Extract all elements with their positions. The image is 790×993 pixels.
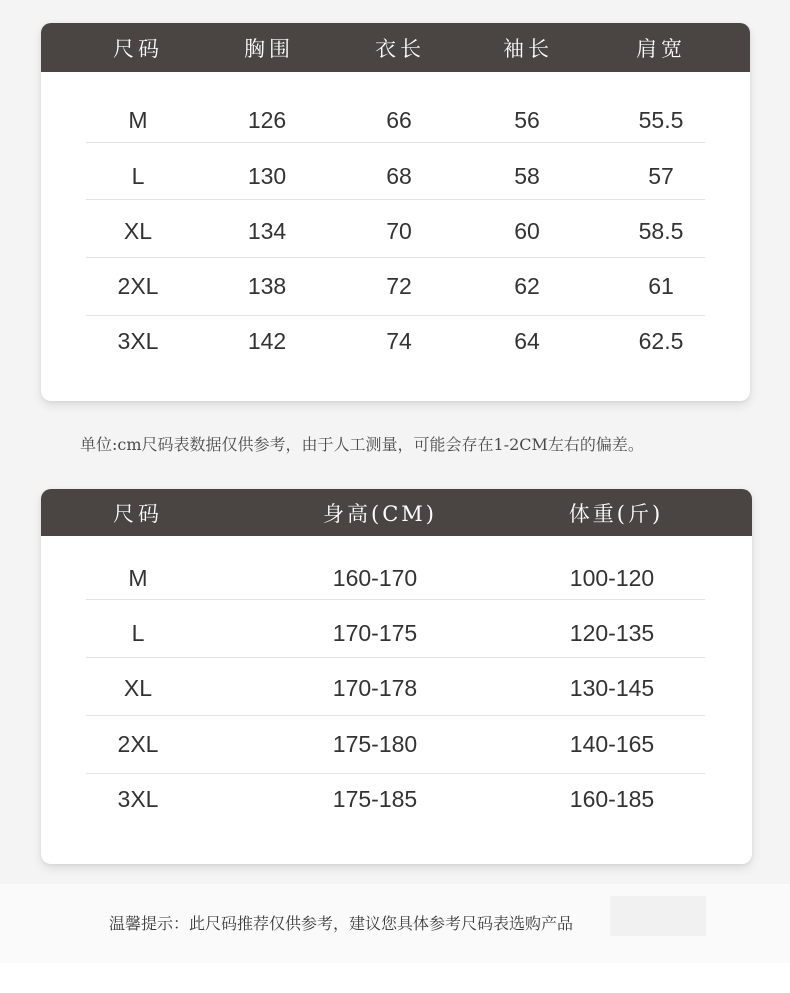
cell-height: 160-170 xyxy=(332,564,418,591)
tip-placeholder-box xyxy=(610,896,706,936)
row-divider xyxy=(86,657,705,658)
header-height: 身高(CM) xyxy=(323,501,437,526)
size-recommendation-header xyxy=(41,489,752,536)
header-shoulder: 肩宽 xyxy=(636,36,686,61)
measurement-note: 单位:cm尺码表数据仅供参考，由于人工测量，可能会存在1-2CM左右的偏差。 xyxy=(80,435,644,454)
header-length: 衣长 xyxy=(375,36,425,61)
cell-shoulder: 62.5 xyxy=(638,327,684,354)
cell-shoulder: 58.5 xyxy=(638,217,684,244)
cell-length: 66 xyxy=(386,106,412,133)
header-weight: 体重(斤) xyxy=(568,501,664,526)
table-row xyxy=(41,313,750,369)
purchase-tip: 温馨提示：此尺码推荐仅供参考，建议您具体参考尺码表选购产品 xyxy=(109,914,574,933)
cell-height: 170-175 xyxy=(332,619,418,646)
cell-sleeve: 62 xyxy=(514,272,540,299)
header-size: 尺码 xyxy=(113,36,163,61)
cell-shoulder: 61 xyxy=(648,272,674,299)
table-row xyxy=(41,258,750,314)
bottom-strip xyxy=(0,963,790,993)
cell-size: 3XL xyxy=(117,785,159,812)
table-row xyxy=(41,148,750,204)
cell-size: 2XL xyxy=(117,730,159,757)
cell-height: 175-185 xyxy=(332,785,418,812)
cell-chest: 130 xyxy=(247,162,287,189)
cell-size: XL xyxy=(123,217,153,244)
table-row xyxy=(41,716,752,772)
header-chest: 胸围 xyxy=(244,36,294,61)
cell-weight: 160-185 xyxy=(569,785,655,812)
cell-chest: 138 xyxy=(247,272,287,299)
size-chart-card xyxy=(41,23,750,401)
table-row xyxy=(41,605,752,661)
cell-chest: 142 xyxy=(247,327,287,354)
table-row xyxy=(41,660,752,716)
cell-weight: 140-165 xyxy=(569,730,655,757)
cell-size: M xyxy=(128,106,148,133)
row-divider xyxy=(86,599,705,600)
cell-size: L xyxy=(131,162,145,189)
cell-sleeve: 60 xyxy=(514,217,540,244)
row-divider xyxy=(86,142,705,143)
cell-height: 170-178 xyxy=(332,674,418,701)
table-row xyxy=(41,203,750,259)
cell-sleeve: 64 xyxy=(514,327,540,354)
cell-size: 2XL xyxy=(117,272,159,299)
cell-weight: 120-135 xyxy=(569,619,655,646)
cell-size: XL xyxy=(123,674,153,701)
cell-size: 3XL xyxy=(117,327,159,354)
cell-shoulder: 57 xyxy=(648,162,674,189)
row-divider xyxy=(86,199,705,200)
cell-sleeve: 56 xyxy=(514,106,540,133)
size-chart-header xyxy=(41,23,750,72)
cell-length: 72 xyxy=(386,272,412,299)
table-row xyxy=(41,771,752,827)
cell-length: 74 xyxy=(386,327,412,354)
cell-size: M xyxy=(128,564,148,591)
cell-weight: 130-145 xyxy=(569,674,655,701)
cell-chest: 126 xyxy=(247,106,287,133)
table-row xyxy=(41,550,752,606)
cell-shoulder: 55.5 xyxy=(638,106,684,133)
cell-weight: 100-120 xyxy=(569,564,655,591)
size-recommendation-card xyxy=(41,489,752,864)
cell-length: 68 xyxy=(386,162,412,189)
cell-sleeve: 58 xyxy=(514,162,540,189)
cell-size: L xyxy=(131,619,145,646)
header-size: 尺码 xyxy=(113,501,163,526)
cell-height: 175-180 xyxy=(332,730,418,757)
cell-length: 70 xyxy=(386,217,412,244)
cell-chest: 134 xyxy=(247,217,287,244)
table-row xyxy=(41,92,750,148)
header-sleeve: 袖长 xyxy=(503,36,553,61)
